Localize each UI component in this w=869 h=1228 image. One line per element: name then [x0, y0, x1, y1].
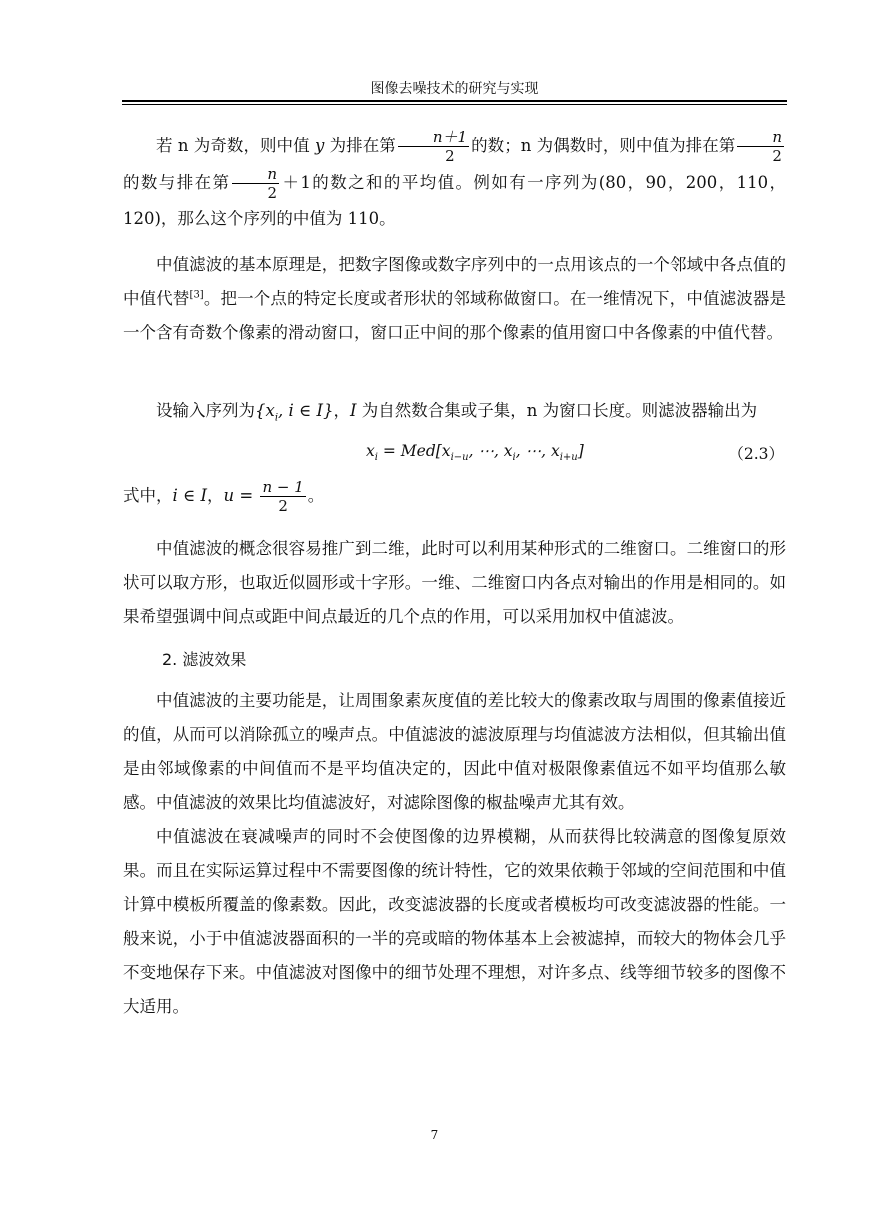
paragraph-2d-window: 中值滤波的概念很容易推广到二维，此时可以利用某种形式的二维窗口。二维窗口的形状可以取方形，也取近似圆形或十字形。一维、二维窗口内各点对输出的作用是相同的。如果希望强调中间点或距中间点最近的几个点的作用，可以采用加权中值滤波。: [123, 539, 786, 626]
fraction-n-over-2-second: $\frac{n}{2}$: [232, 165, 279, 202]
header-rule-thick: [122, 100, 787, 102]
fraction-n-plus-1-over-2: $\frac{n+1}{2}$: [398, 128, 469, 165]
paragraph-input-sequence: 设输入序列为{$x_i$, i ∈ I}，I 为自然数合集或子集，n 为窗口长度。则滤波器输出为: [156, 401, 758, 424]
paragraph-median-principle: 中值滤波的基本原理是，把数字图像或数字序列中的一点用该点的一个邻域中各点值的中值代替[3]。把一个点的特定长度或者形状的邻域称做窗口。在一维情况下，中值滤波器是一个含有奇数个像素的滑动窗口，窗口正中间的那个像素的值用窗口中各像素的中值代替。: [123, 255, 787, 342]
paragraph-filter-function: 中值滤波的主要功能是，让周围象素灰度值的差比较大的像素改取与周围的像素值接近的值，从而可以消除孤立的噪声点。中值滤波的滤波原理与均值滤波方法相似，但其输出值是由邻域像素的中间值而不是平均值决定的，因此中值对极限像素值远不如平均值那么敏感。中值滤波的效果比均值滤波好，对滤除图像的椒盐噪声尤其有效。: [123, 691, 786, 812]
header-rule-thin: [122, 104, 787, 105]
equation-2-3: [123, 438, 786, 468]
paragraph-where-clause: 式中，i ∈ I，u = $\frac{n - 1}{2}$ 。: [123, 478, 325, 515]
citation-ref: [3]: [189, 289, 204, 301]
section-heading: 2. 滤波效果: [162, 650, 247, 669]
fraction-n-over-2: $\frac{n}{2}$: [737, 128, 784, 165]
equation-number: （2.3）: [728, 445, 784, 463]
fraction-n-minus-1-over-2: $\frac{n - 1}{2}$: [262, 478, 304, 515]
equation-expression: $x_i = Med[x_{i-u}$, ⋯, $x_i$, ⋯, $x_{i+u}$]: [366, 442, 584, 464]
page-number: 7: [430, 1128, 439, 1142]
paragraph-median-definition: 若 n 为奇数，则中值 y 为排在第 $\frac{n+1}{2}$ 的数；n 为偶数时，则中值为排在第 $\frac{n}{2}$ 的数与排在第 $\frac{n}{2}$ ＋1的数之和的平均值。例如有一序列为(80，90，200，110，120)，那么这个序列的中值为 110。: [123, 128, 786, 228]
running-header: 图像去噪技术的研究与实现: [370, 81, 539, 97]
paragraph-filter-properties: 中值滤波在衰减噪声的同时不会使图像的边界模糊，从而获得比较满意的图像复原效果。而且在实际运算过程中不需要图像的统计特性，它的效果依赖于邻域的空间范围和中值计算中模板所覆盖的像素数。因此，改变滤波器的长度或者模板均可改变滤波器的性能。一般来说，小于中值滤波器面积的一半的亮或暗的物体基本上会被滤掉，而较大的物体会几乎不变地保存下来。中值滤波对图像中的细节处理不理想，对许多点、线等细节较多的图像不大适用。: [123, 827, 786, 1016]
